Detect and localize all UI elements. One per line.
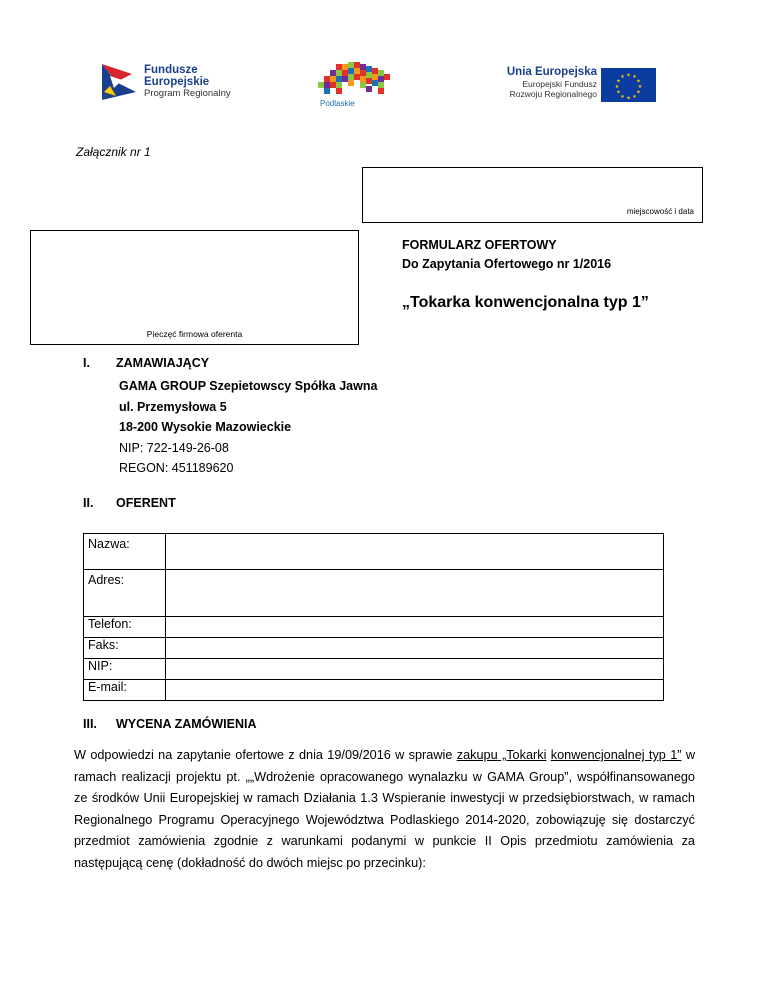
svg-text:★: ★ [636,89,641,96]
svg-text:★: ★ [616,89,621,96]
table-row [84,617,664,638]
section-title: OFERENT [116,496,176,510]
wycena-paragraph [74,745,695,875]
table-row [84,680,664,701]
section-number: II. [83,496,94,510]
input-nip[interactable] [166,659,664,680]
label-nazwa: Nazwa: [84,534,166,570]
section-number: I. [83,356,90,370]
section-title: ZAMAWIAJĄCY [116,356,210,370]
table-row [84,570,664,617]
input-email[interactable] [166,680,664,701]
input-adres[interactable] [166,570,664,617]
eu-line2: Rozwoju Regionalnego [509,89,597,99]
svg-text:★: ★ [626,72,631,79]
place-date-box[interactable] [362,167,703,223]
city: 18-200 Wysokie Mazowieckie [119,420,292,434]
eu-line1: Europejski Fundusz [522,79,597,89]
para-rest: w ramach realizacji projektu pt. „„Wdrożenie opracowanego wynalazku w GAMA Group”, współfinansowanego ze środków Unii Europejskiej w ramach Działania 1.3 Wspieranie inwestycji w przedsiębiorstwach, w ramach Regionalnego Programu Operacyjnego Województwa Podlaskiego 2014-2020, zobowiązuję się dostarczyć przedmiot zamówienia zgodnie z warunkami podanymi w punkcie II Opis przedmiotu zamówienia za następującą cenę (dokładność do dwóch miejsc po przecinku): [74,748,695,870]
form-title-block [402,236,611,274]
input-telefon[interactable] [166,617,664,638]
svg-text:★: ★ [632,94,637,100]
table-row [84,534,664,570]
table-row [84,659,664,680]
place-date-caption: miejscowość i data [626,207,694,216]
eu-title: Unia Europejska [506,66,597,78]
section-title: WYCENA ZAMÓWIENIA [116,717,257,731]
stamp-caption: Pieczęć firmowa oferenta [146,329,243,339]
svg-text:★: ★ [637,84,643,90]
fe-line1: Fundusze [144,64,198,76]
label-adres: Adres: [84,570,166,617]
svg-text:★: ★ [620,94,625,100]
nip: NIP: 722-149-26-08 [119,440,229,455]
label-faks: Faks: [84,638,166,659]
label-telefon: Telefon: [84,617,166,638]
attachment-label: Załącznik nr 1 [76,145,151,159]
input-faks[interactable] [166,638,664,659]
unia-europejska-logo [505,66,657,102]
company-stamp-box[interactable] [30,230,359,345]
para-underlined-2: konwencjonalnej typ 1” [550,748,682,762]
section-number: III. [83,717,97,731]
table-row [84,638,664,659]
street: ul. Przemysłowa 5 [119,399,227,414]
eu-flag-icon [601,68,656,102]
offer-name: „Tokarka konwencjonalna typ 1” [402,294,649,311]
podlaskie-label: Podlaskie [320,99,355,108]
podlaskie-logo [314,60,406,112]
form-subtitle: Do Zapytania Ofertowego nr 1/2016 [402,257,612,271]
form-title: FORMULARZ OFERTOWY [402,238,557,252]
label-email: E-mail: [84,680,166,701]
fe-line3: Program Regionalny [144,88,231,99]
regon: REGON: 451189620 [119,461,234,475]
fe-line2: Europejskie [144,76,210,88]
label-nip: NIP: [84,659,166,680]
fundusze-europejskie-logo [100,60,300,104]
section-oferent-heading [83,496,176,510]
company-name: GAMA GROUP Szepietowscy Spółka Jawna [119,379,378,393]
para-start: W odpowiedzi na zapytanie ofertowe z dnia 19/09/2016 w sprawie [74,748,457,762]
input-nazwa[interactable] [166,534,664,570]
bison-icon [314,60,406,100]
fe-flag-icon [100,62,138,102]
zamawiajacy-address [119,376,377,479]
svg-text:★: ★ [632,74,637,80]
svg-text:★: ★ [616,78,621,85]
eu-logo-text [505,66,597,99]
section-zamawiajacy-heading [83,356,209,370]
section-wycena-heading [83,717,257,731]
para-underlined-1: zakupu „Tokarki [456,748,547,762]
svg-text:★: ★ [636,78,641,85]
svg-text:★: ★ [620,74,625,80]
svg-text:★: ★ [626,95,631,102]
svg-text:★: ★ [614,84,620,90]
fe-logo-text [144,64,231,100]
oferent-table [83,533,664,701]
